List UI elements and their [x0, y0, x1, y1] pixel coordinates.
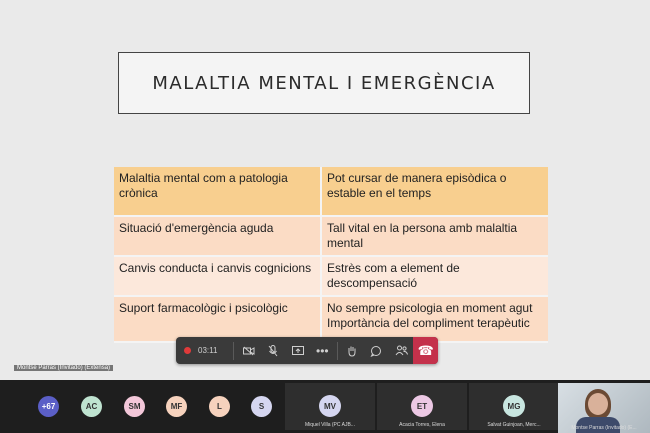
table-cell: Suport farmacològic i psicològic [114, 296, 321, 342]
participant-avatar[interactable]: AC [81, 396, 102, 417]
table-header-cell: Pot cursar de manera episòdica o estable en el temps [321, 167, 548, 216]
chat-button[interactable] [364, 337, 389, 364]
slide-title-box [118, 52, 530, 114]
participant-avatar: MV [319, 395, 341, 417]
hand-icon [347, 345, 357, 357]
raise-hand-button[interactable] [340, 337, 365, 364]
camera-button[interactable] [236, 337, 261, 364]
table-row [114, 296, 548, 342]
divider [233, 342, 234, 360]
slide-title: MALALTIA MENTAL I EMERGÈNCIA [152, 72, 496, 94]
table-cell: No sempre psicologia en moment agut Importància del compliment terapèutic [321, 296, 548, 342]
more-options-button[interactable] [310, 337, 335, 364]
more-dots-icon: ••• [316, 343, 329, 358]
table-cell: Canvis conducta i canvis cognicions [114, 256, 321, 296]
participant-name: Miquel Villa (PC AJB... [305, 422, 355, 428]
presenter-name-label: Montse Parras (Invitado) (Extensa) [14, 365, 113, 371]
more-participants-button[interactable]: +67 [38, 396, 59, 417]
participant-avatar[interactable]: MF [166, 396, 187, 417]
divider [337, 342, 338, 360]
participant-tile[interactable] [285, 383, 375, 430]
record-dot-icon [184, 347, 191, 354]
participant-name: Acacia Torres, Elena [399, 422, 445, 428]
table-cell: Situació d'emergència aguda [114, 216, 321, 256]
chat-icon [370, 345, 382, 357]
table-cell: Estrès com a element de descompensació [321, 256, 548, 296]
participant-tile[interactable] [469, 383, 559, 430]
participant-video[interactable] [558, 383, 650, 433]
camera-off-icon [243, 346, 255, 356]
meeting-toolbar [176, 337, 438, 364]
recording-indicator [176, 346, 231, 355]
participants-button[interactable] [389, 337, 414, 364]
video-face [588, 393, 608, 415]
slide-table [114, 167, 548, 343]
meeting-timer: 03:11 [198, 346, 218, 355]
participant-avatar[interactable]: SM [124, 396, 145, 417]
mic-button[interactable] [261, 337, 286, 364]
share-screen-icon [292, 346, 304, 356]
hang-up-icon: ☎ [417, 342, 434, 358]
participant-avatar[interactable]: L [209, 396, 230, 417]
participant-name: Montse Parras (Invitado) (E... [571, 425, 637, 431]
table-row [114, 216, 548, 256]
table-header-cell: Malaltia mental com a patologia crònica [114, 167, 321, 216]
participant-avatar: MG [503, 395, 525, 417]
participant-avatar[interactable]: S [251, 396, 272, 417]
participant-tile[interactable] [377, 383, 467, 430]
participant-avatar: ET [411, 395, 433, 417]
table-cell: Tall vital en la persona amb malaltia mental [321, 216, 548, 256]
people-icon [395, 345, 408, 356]
leave-call-button[interactable] [413, 337, 438, 364]
participant-name: Salvat Guinjoan, Merc... [487, 422, 541, 428]
table-row [114, 256, 548, 296]
mic-off-icon [268, 345, 278, 357]
table-header-row [114, 167, 548, 216]
share-screen-button[interactable] [285, 337, 310, 364]
